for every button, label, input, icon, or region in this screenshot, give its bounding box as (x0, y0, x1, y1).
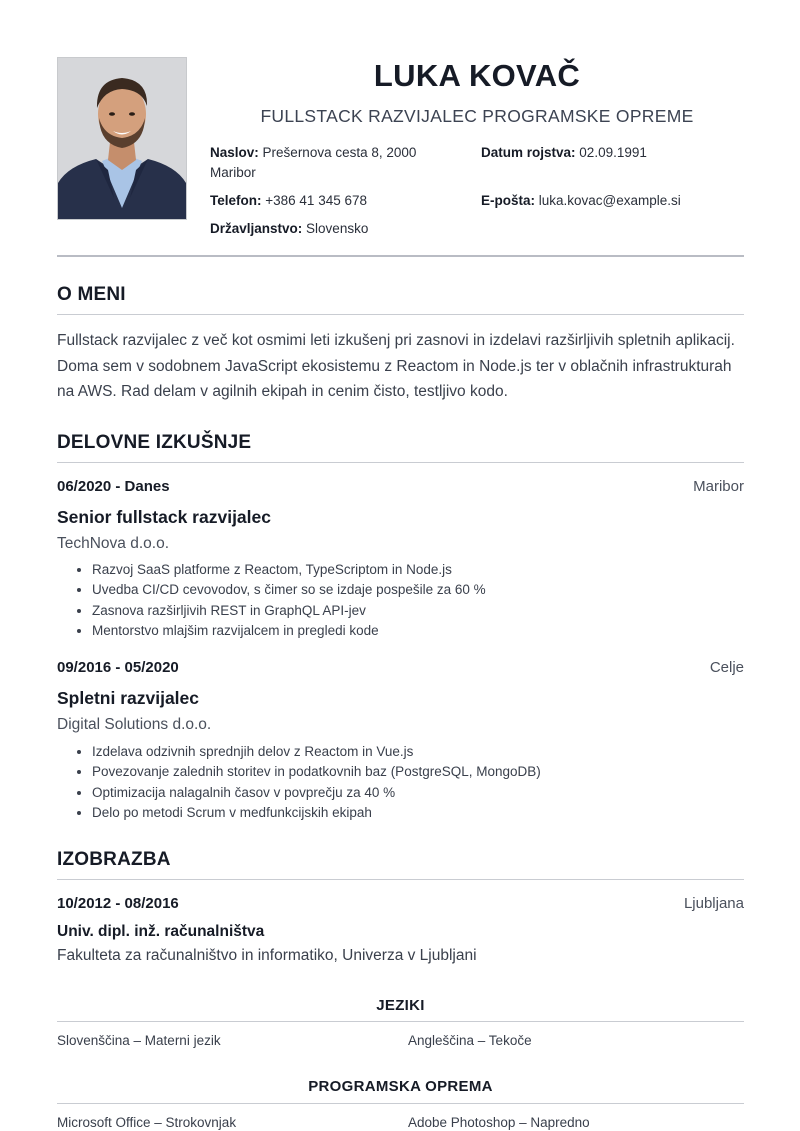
job-city: Celje (709, 659, 744, 676)
education-city: Ljubljana (683, 895, 744, 912)
citizenship-field (210, 219, 368, 239)
address-value-line2: Maribor (210, 165, 256, 180)
education-school: Fakulteta za računalništvo in informatiko, Univerza v Ljubljani (57, 947, 477, 964)
experience-heading: DELOVNE IZKUŠNJE (57, 432, 252, 453)
job-dates: 06/2020 - Danes (57, 478, 170, 495)
dob-field (481, 143, 647, 163)
dob-value: 02.09.1991 (579, 145, 647, 160)
job-title: Spletni razvijalec (57, 688, 200, 708)
job-company: Digital Solutions d.o.o. (57, 716, 212, 733)
job-city: Maribor (693, 478, 744, 495)
job-title: Senior fullstack razvijalec (57, 507, 271, 527)
phone-label: Telefon: (210, 193, 262, 208)
languages-heading: JEZIKI (376, 997, 425, 1014)
software-item: Adobe Photoshop – Napredno (408, 1115, 590, 1130)
job-bullet: • Uvedba CI/CD cevovodov, s čimer so se izdaje pospešile za 60 % (92, 580, 486, 600)
address-label: Naslov: (210, 145, 259, 160)
software-item: Microsoft Office – Strokovnjak (57, 1115, 237, 1130)
email-value: luka.kovac@example.si (538, 193, 681, 208)
job-bullet: • Zasnova razširljivih REST in GraphQL API-jev (92, 601, 486, 621)
software-heading: PROGRAMSKA OPREMA (308, 1078, 493, 1095)
job-bullet: • Izdelava odzivnih sprednjih delov z Reactom in Vue.js (92, 742, 541, 762)
profile-photo (57, 57, 187, 220)
email-label: E-pošta: (481, 193, 535, 208)
job-bullet: • Povezovanje zalednih storitev in podatkovnih baz (PostgreSQL, MongoDB) (92, 762, 541, 782)
education-dates: 10/2012 - 08/2016 (57, 895, 179, 912)
job-company: TechNova d.o.o. (57, 535, 170, 552)
citizenship-value: Slovensko (306, 221, 369, 236)
job-bullets (57, 742, 541, 823)
job-bullets (57, 560, 486, 641)
about-divider (57, 314, 744, 315)
email-field (481, 191, 681, 211)
about-heading: O MENI (57, 284, 126, 305)
experience-divider (57, 462, 744, 463)
header-divider (57, 255, 744, 257)
software-divider (57, 1103, 744, 1104)
job-bullet: • Mentorstvo mlajšim razvijalcem in pregledi kode (92, 621, 486, 641)
job-role: FULLSTACK RAZVIJALEC PROGRAMSKE OPREME (260, 106, 694, 126)
languages-divider (57, 1021, 744, 1022)
phone-value: +386 41 345 678 (265, 193, 367, 208)
candidate-name: LUKA KOVAČ (373, 58, 581, 93)
job-bullet: • Delo po metodi Scrum v medfunkcijskih ekipah (92, 803, 541, 823)
portrait-illustration (58, 58, 186, 219)
education-divider (57, 879, 744, 880)
job-bullet: • Razvoj SaaS platforme z Reactom, TypeScriptom in Node.js (92, 560, 486, 580)
job-dates: 09/2016 - 05/2020 (57, 659, 179, 676)
job-bullet: • Optimizacija nalagalnih časov v povprečju za 40 % (92, 783, 541, 803)
language-item: Slovenščina – Materni jezik (57, 1033, 221, 1048)
address-value-line1: Prešernova cesta 8, 2000 (262, 145, 417, 160)
dob-label: Datum rojstva: (481, 145, 576, 160)
citizenship-label: Državljanstvo: (210, 221, 303, 236)
language-item: Angleščina – Tekoče (408, 1033, 532, 1048)
education-heading: IZOBRAZBA (57, 849, 171, 870)
about-text: Fullstack razvijalec z več kot osmimi leti izkušenj pri zasnovi in izdelavi razširljivih spletnih aplikacij. Doma sem v sodobnem JavaScript ekosistemu z Reactom in Node.js ter v oblačnih infrastrukturah na AWS. Rad delam v agilnih ekipah in cenim čisto, testljivo kodo. (57, 332, 735, 400)
address-field (210, 143, 460, 183)
education-degree: Univ. dipl. inž. računalništva (57, 923, 265, 940)
phone-field (210, 191, 367, 211)
